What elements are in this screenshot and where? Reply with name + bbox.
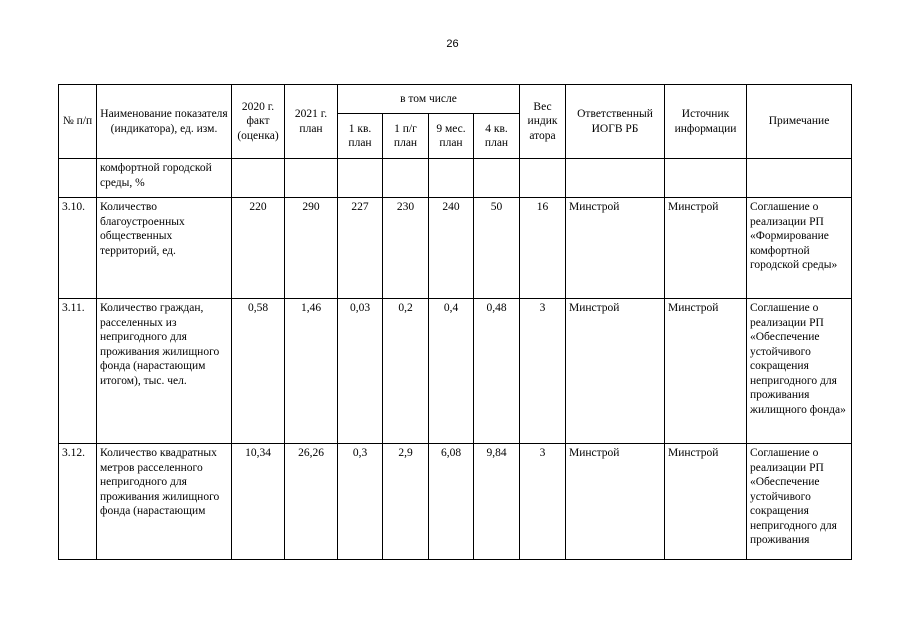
cell-q4: 50 — [474, 198, 520, 299]
cell-name: Количество благоустроенных общественных территорий, ед. — [97, 198, 232, 299]
cell-fact2020: 220 — [232, 198, 285, 299]
header-including: в том числе — [338, 85, 520, 114]
header-q1: 1 кв. план — [338, 114, 383, 159]
cell-q4: 9,84 — [474, 444, 520, 560]
cell-weight: 16 — [520, 198, 566, 299]
page-number: 26 — [446, 38, 459, 50]
indicators-table — [58, 84, 852, 560]
header-source: Источник информации — [665, 85, 747, 159]
cell-responsible: Минстрой — [566, 299, 665, 444]
cell-q1: 0,03 — [338, 299, 383, 444]
cell-note: Соглашение о реализации РП «Обеспечение устойчивого сокращения непригодного для проживания — [747, 444, 852, 560]
header-q4: 4 кв. план — [474, 114, 520, 159]
cell-9m: 240 — [429, 198, 474, 299]
cell-q1: 0,3 — [338, 444, 383, 560]
header-plan2021: 2021 г. план — [285, 85, 338, 159]
header-name: Наименование показателя (индикатора), ед. изм. — [97, 85, 232, 159]
header-fact2020: 2020 г. факт (оценка) — [232, 85, 285, 159]
cell-name: комфортной городской среды, % — [97, 159, 232, 198]
cell-weight: 3 — [520, 444, 566, 560]
table-row — [59, 444, 852, 560]
cell-weight: 3 — [520, 299, 566, 444]
cell-h1: 0,2 — [383, 299, 429, 444]
cell-h1: 230 — [383, 198, 429, 299]
cell-9m: 0,4 — [429, 299, 474, 444]
cell-plan2021: 290 — [285, 198, 338, 299]
cell-num — [59, 159, 97, 198]
cell-num: 3.10. — [59, 198, 97, 299]
cell-name: Количество квадратных метров расселенного непригодного для проживания жилищного фонда (нарастающим — [97, 444, 232, 560]
cell-h1: 2,9 — [383, 444, 429, 560]
cell-fact2020: 0,58 — [232, 299, 285, 444]
table-row — [59, 299, 852, 444]
cell-source: Минстрой — [665, 444, 747, 560]
table-row — [59, 198, 852, 299]
header-note: Примечание — [747, 85, 852, 159]
table-row-continuation — [59, 159, 852, 198]
header-responsible: Ответственный ИОГВ РБ — [566, 85, 665, 159]
cell-plan2021: 1,46 — [285, 299, 338, 444]
header-weight: Вес индик атора — [520, 85, 566, 159]
cell-q4: 0,48 — [474, 299, 520, 444]
cell-name: Количество граждан, расселенных из непригодного для проживания жилищного фонда (нарастающим итогом), тыс. чел. — [97, 299, 232, 444]
cell-note: Соглашение о реализации РП «Формирование комфортной городской среды» — [747, 198, 852, 299]
cell-source: Минстрой — [665, 198, 747, 299]
header-h1: 1 п/г план — [383, 114, 429, 159]
cell-num: 3.11. — [59, 299, 97, 444]
cell-9m: 6,08 — [429, 444, 474, 560]
cell-source: Минстрой — [665, 299, 747, 444]
cell-responsible: Минстрой — [566, 198, 665, 299]
cell-q1: 227 — [338, 198, 383, 299]
header-num: № п/п — [59, 85, 97, 159]
cell-responsible: Минстрой — [566, 444, 665, 560]
cell-note: Соглашение о реализации РП «Обеспечение устойчивого сокращения непригодного для проживания жилищного фонда» — [747, 299, 852, 444]
cell-plan2021: 26,26 — [285, 444, 338, 560]
cell-fact2020: 10,34 — [232, 444, 285, 560]
header-9m: 9 мес. план — [429, 114, 474, 159]
header-row — [59, 85, 852, 114]
cell-num: 3.12. — [59, 444, 97, 560]
